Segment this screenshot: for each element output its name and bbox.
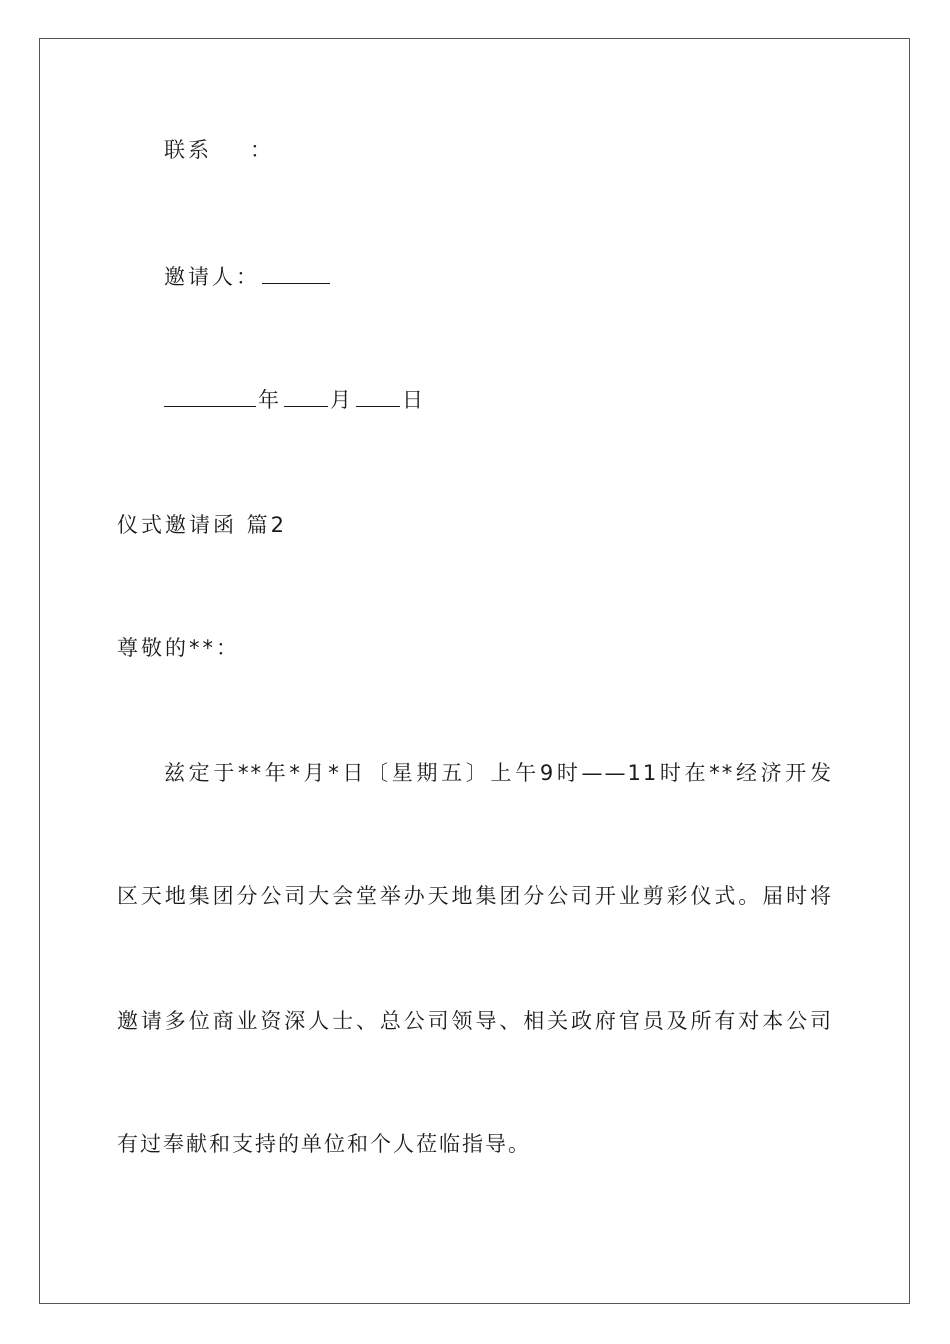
inviter-blank	[262, 264, 330, 284]
contact-colon: ：	[250, 138, 274, 162]
date-line	[164, 387, 426, 412]
body-line-3: 邀请多位商业资深人士、总公司领导、相关政府官员及所有对本公司	[117, 1009, 833, 1033]
page-frame	[39, 38, 910, 1304]
date-day-label: 日	[402, 388, 426, 412]
date-month-label: 月	[330, 388, 354, 412]
contact-label: 联系	[164, 138, 212, 162]
month-blank	[284, 387, 328, 407]
inviter-label: 邀请人：	[164, 265, 260, 289]
section-heading: 仪式邀请函 篇2	[117, 513, 288, 537]
body-line-2: 区天地集团分公司大会堂举办天地集团分公司开业剪彩仪式。届时将	[117, 884, 833, 908]
contact-line	[164, 138, 274, 162]
salutation: 尊敬的**：	[117, 636, 240, 660]
day-blank	[356, 387, 400, 407]
body-line-4: 有过奉献和支持的单位和个人莅临指导。	[117, 1132, 531, 1156]
body-line-1: 兹定于**年*月*日〔星期五〕上午9时——11时在**经济开发	[164, 761, 833, 785]
date-year-label: 年	[258, 388, 282, 412]
inviter-line	[164, 264, 332, 289]
year-blank	[164, 387, 256, 407]
